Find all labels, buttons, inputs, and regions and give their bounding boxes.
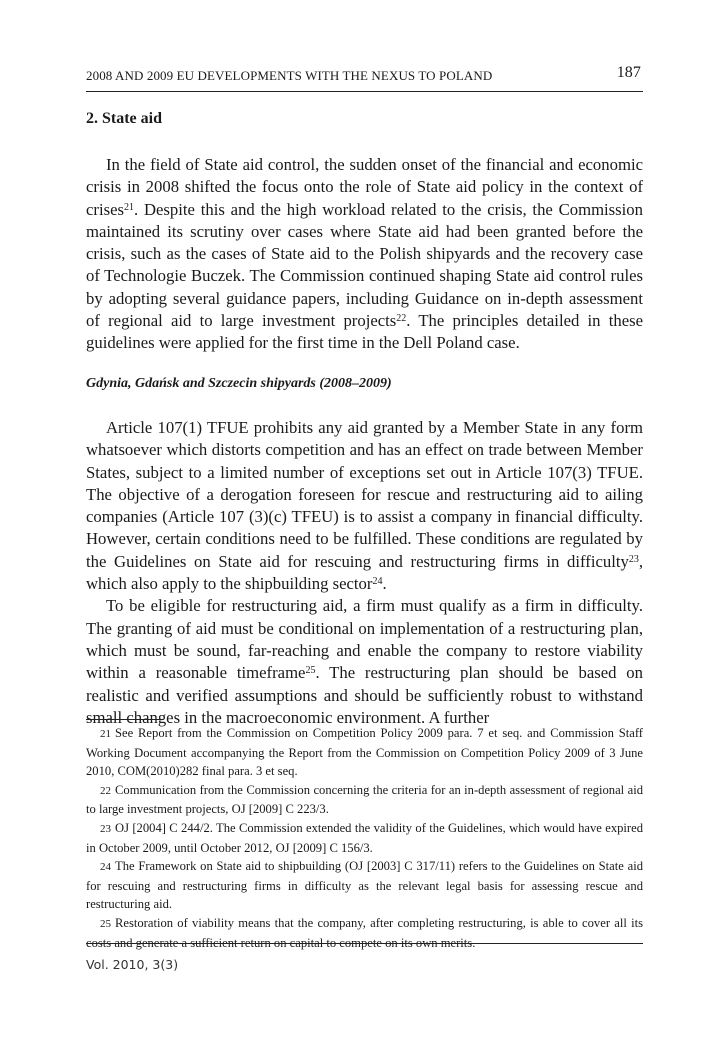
- footnote-number: 24: [100, 861, 111, 874]
- footnote-ref[interactable]: 22: [396, 313, 407, 325]
- subsection-heading: Gdynia, Gdańsk and Szczecin shipyards (2008–2009): [86, 376, 392, 391]
- footnote-24: [86, 857, 643, 914]
- footnote-ref[interactable]: 21: [124, 201, 134, 213]
- footnote-number: 25: [100, 917, 111, 930]
- footnote-ref[interactable]: 24: [372, 576, 383, 588]
- footnote-22: [86, 781, 643, 819]
- paragraph-text: . The principles detailed in these guidelines were applied for the first time in the Dell Poland case.: [86, 311, 644, 353]
- paragraph-text: Article 107(1) TFUE prohibits any aid granted by a Member State in any form whatsoever which distorts competition and has an effect on trade between Member States, subject to a limited number of exceptions set out in Article 107(3) TFUE. The objective of a derogation foreseen for rescue and restructuring aid to ailing companies (Article 107 (3)(c) TFEU) is to assist a company in financial difficulty. However, certain conditions need to be fulfilled. These conditions are regulated by the Guidelines on State aid for rescuing and restructuring firms in difficulty: [86, 418, 643, 571]
- header-rule: [86, 91, 643, 92]
- paragraph-text: To be eligible for restructuring aid, a firm must qualify as a firm in difficulty. The granting of aid must be conditional on implementation of a restructuring plan, which must be sound, far-reaching and enable the company to restore viability within a reasonable timeframe: [86, 596, 643, 683]
- footnote-text: Restoration of viability means that the company, after completing restructuring, is able to cover all its costs and generate a sufficient return on capital to compete on its own merits.: [86, 915, 643, 950]
- footnote-text: The Framework on State aid to shipbuilding (OJ [2003] C 317/11) refers to the Guidelines on State aid for rescuing and restructuring firms in difficulty as the relevant legal basis for assessing rescue and restructuring aid.: [86, 859, 643, 912]
- footnote-21: [86, 724, 643, 781]
- volume-label: Vol. 2010, 3(3): [86, 957, 179, 972]
- footnote-number: 22: [100, 784, 111, 797]
- footer-rule: [86, 943, 643, 944]
- paragraph-state-aid-intro: [86, 154, 643, 355]
- footnote-25: [86, 914, 643, 952]
- page-number: 187: [616, 64, 641, 81]
- footnote-number: 23: [100, 822, 111, 835]
- paragraph-text: .: [382, 574, 387, 594]
- paragraph-text: . Despite this and the high workload related to the crisis, the Commission maintained its scrutiny over cases where State aid had been granted before the crisis, such as the cases of State aid to the Polish shipyards and the recovery case of Technologie Buczek. The Commission continued shaping State aid control rules by adopting several guidance papers, including Guidance on in-depth assessment of regional aid to large investment projects: [86, 199, 643, 331]
- paragraph-article-107: [86, 417, 643, 595]
- footnote-rule: [86, 719, 163, 720]
- paragraph-restructuring-aid: [86, 595, 643, 729]
- section-heading: 2. State aid: [86, 110, 162, 127]
- footnote-text: OJ [2004] C 244/2. The Commission extended the validity of the Guidelines, which would have expired in October 2009, until October 2012, OJ [2009] C 156/3.: [86, 820, 643, 855]
- shipyards-text-block: [86, 417, 643, 729]
- running-title: 2008 AND 2009 EU DEVELOPMENTS WITH THE NEXUS TO POLAND: [86, 68, 493, 83]
- footnote-ref[interactable]: 23: [628, 553, 639, 565]
- footnote-23: [86, 819, 643, 857]
- paragraph-text: , which also apply to the shipbuilding sector: [86, 551, 643, 594]
- paragraph-text: In the field of State aid control, the sudden onset of the financial and economic crisis in 2008 shifted the focus onto the role of State aid policy in the context of crises: [86, 155, 643, 219]
- footnote-number: 21: [100, 728, 111, 740]
- footnote-text: Communication from the Commission concerning the criteria for an in-depth assessment of regional aid to large investment projects, OJ [2009] C 223/3.: [86, 782, 643, 817]
- paragraph-text: . The restructuring plan should be based on realistic and verified assumptions and should be sufficiently robust to withstand small changes in the macroeconomic environment. A further: [86, 663, 643, 727]
- footnotes: [86, 724, 643, 952]
- footnote-text: See Report from the Commission on Competition Policy 2009 para. 7 et seq. and Commission Staff Working Document accompanying the Report from the Commission on Competition Policy 2009 of 3 June 2010, COM(2010)282 final para. 3 et seq.: [86, 726, 643, 779]
- footnote-ref[interactable]: 25: [305, 665, 316, 677]
